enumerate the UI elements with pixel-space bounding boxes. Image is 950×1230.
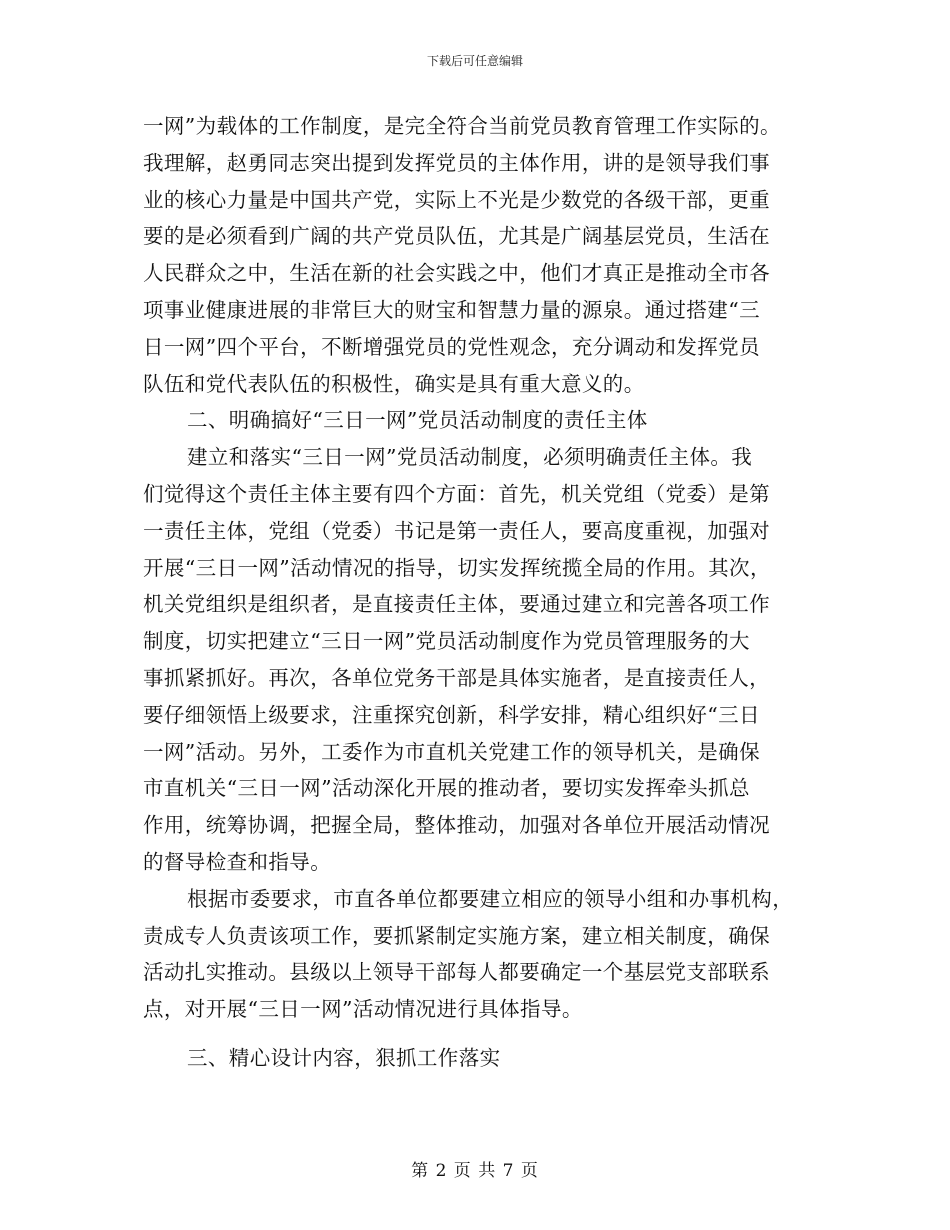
text-line: 们觉得这个责任主体主要有四个方面：首先，机关党组（党委）是第	[143, 481, 770, 506]
page-header-note: 下载后可任意编辑	[426, 54, 523, 68]
text-line: 活动扎实推动。县级以上领导干部每人都要确定一个基层党支部联系	[143, 960, 770, 985]
text-line: 机关党组织是组织者，是直接责任主体，要通过建立和完善各项工作	[143, 592, 770, 617]
text-line: 项事业健康进展的非常巨大的财宝和智慧力量的源泉。通过搭建“三	[143, 297, 760, 322]
text-line: 开展“三日一网”活动情况的指导，切实发挥统揽全局的作用。其次，	[143, 555, 771, 580]
section-heading: 三、精心设计内容，狠抓工作落实	[187, 1045, 501, 1070]
text-line: 日一网”四个平台，不断增强党员的党性观念，充分调动和发挥党员	[143, 334, 760, 359]
section-heading: 二、明确搞好“三日一网”党员活动制度的责任主体	[187, 408, 648, 433]
text-line: 要仔细领悟上级要求，注重探究创新，科学安排，精心组织好“三日	[143, 702, 760, 727]
text-line: 要的是必须看到广阔的共产党员队伍，尤其是广阔基层党员，生活在	[143, 224, 770, 249]
text-line: 点，对开展“三日一网”活动情况进行具体指导。	[143, 997, 583, 1022]
text-line: 人民群众之中，生活在新的社会实践之中，他们才真正是推动全市各	[143, 261, 770, 286]
text-line: 我理解，赵勇同志突出提到发挥党员的主体作用，讲的是领导我们事	[143, 150, 770, 175]
text-line: 制度，切实把建立“三日一网”党员活动制度作为党员管理服务的大	[143, 629, 750, 654]
text-line: 事抓紧抓好。再次，各单位党务干部是具体实施者，是直接责任人，	[143, 665, 770, 690]
document-body	[143, 108, 811, 1077]
text-line: 一责任主体，党组（党委）书记是第一责任人，要高度重视，加强对	[143, 518, 770, 543]
text-line: 建立和落实“三日一网”党员活动制度，必须明确责任主体。我	[187, 445, 753, 470]
text-line: 的督导检查和指导。	[143, 849, 332, 874]
text-line: 业的核心力量是中国共产党，实际上不光是少数党的各级干部，更重	[143, 187, 770, 212]
text-line: 一网”活动。另外，工委作为市直机关党建工作的领导机关，是确保	[143, 739, 760, 764]
text-line: 队伍和党代表队伍的积极性，确实是具有重大意义的。	[143, 371, 645, 396]
text-line: 根据市委要求，市直各单位都要建立相应的领导小组和办事机构，	[187, 886, 794, 911]
page-number-footer: 第 2 页 共 7 页	[411, 1161, 539, 1181]
text-line: 作用，统筹协调，把握全局，整体推动，加强对各单位开展活动情况	[143, 813, 770, 838]
text-line: 市直机关“三日一网”活动深化开展的推动者，要切实发挥牵头抓总	[143, 776, 750, 801]
text-line: 一网”为载体的工作制度，是完全符合当前党员教育管理工作实际的。	[143, 114, 781, 138]
text-line: 责成专人负责该项工作，要抓紧制定实施方案，建立相关制度，确保	[143, 923, 770, 948]
